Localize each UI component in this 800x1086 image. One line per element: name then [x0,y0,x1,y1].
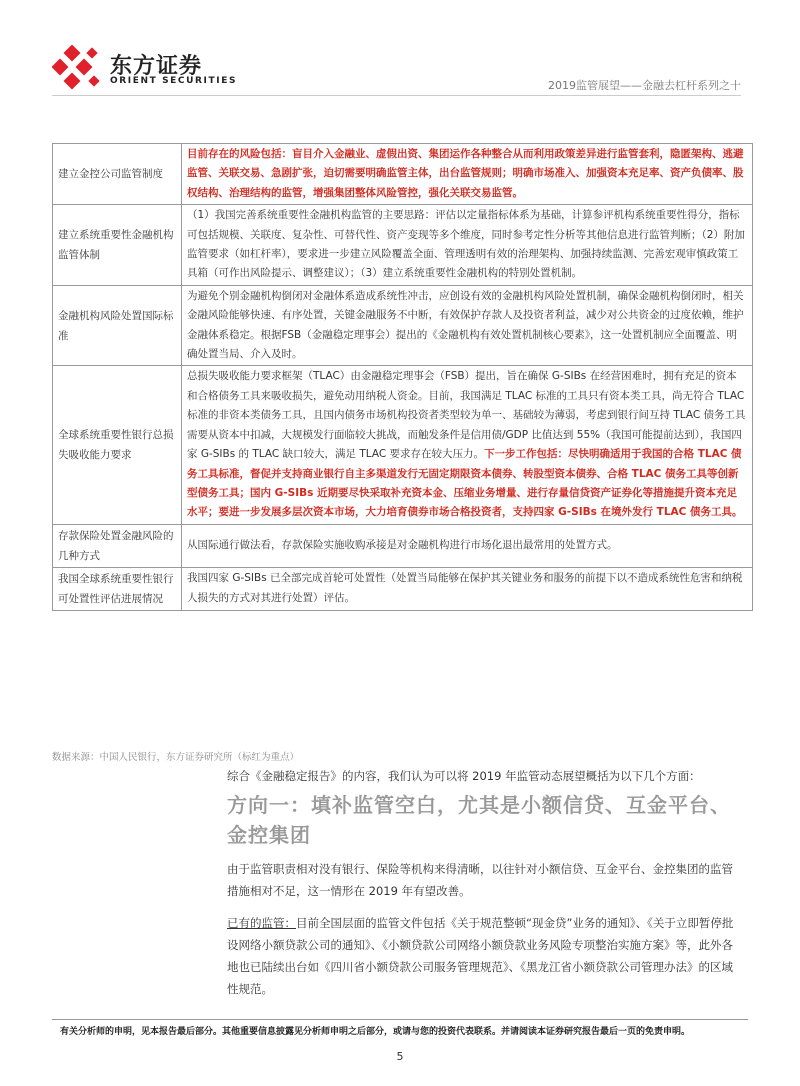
content-text: （1）我国完善系统重要性金融机构监管的主要思路：评估以定量指标体系为基础，计算参评机构系统重要性得分，指标可包括规模、关联度、复杂性、可替代性、资产变现等多个维度，同时参考定性分析等其他信息进行监管判断；（2）附加监管要求（如杠杆率），要求进一步建立风险覆盖全面、管理透明有效的治理架构、加强持续监测、完善宏观审慎政策工具箱（可作出风险提示、调整建议）；（3）建立系统重要性金融机构的特别处置机制。 [187,209,745,280]
orient-logo-icon [52,45,106,95]
table-row [53,205,753,286]
content-text: 从国际通行做法看，存款保险实施收购承接是对金融机构进行市场化退出最常用的处置方式。 [187,539,618,552]
paragraph-2 [227,912,741,1000]
regulation-table [52,143,753,611]
intro-paragraph: 综合《金融稳定报告》的内容，我们认为可以将 2019 年监管动态展望概括为以下几个方面： [227,769,701,783]
paragraph-1: 由于监管职责相对没有银行、保险等机构来得清晰，以往针对小额信贷、互金平台、金控集团的监管措施相对不足，这一情形在 2019 年有望改善。 [227,862,733,898]
row-content [182,567,753,610]
page-number: 5 [396,1050,404,1063]
row-content [182,366,753,524]
table-source-note: 数据来源：中国人民银行，东方证券研究所（标红为重点） [52,752,300,763]
row-label: 我国全球系统重要性银行可处置性评估进展情况 [53,567,182,610]
row-content [182,524,753,567]
row-label: 存款保险处置金融风险的几种方式 [53,524,182,567]
highlight-text: 目前存在的风险包括：盲目介入金融业、虚假出资、集团运作各种整合从而利用政策差异进行监管套利，隐匿架构、逃避监管、关联交易、急剧扩张，迫切需要明确监管主体，出台监管规则；明确市场准入、加强资本充足率、资产负债率、股权结构、治理结构的监管，增强集团整体风险管控，强化关联交易监管。 [187,148,744,199]
row-content [182,285,753,366]
highlight-text: 下一步工作包括：尽快明确适用于我国的合格 TLAC 债务工具标准，督促并支持商业银行自主多渠道发行无固定期限资本债券、转股型资本债券、合格 TLAC 债务工具等创新型债务工具；国内 G-SIBs 近期要尽快采取补充资本金、压缩业务增量、进行存量信贷资产证券化等措施提升资本充足水平；要进一步发展多层次资本市场，大力培育债券市场合格投资者，支持四家 G-SIBs 在境外发行 TLAC 债务工具。 [187,448,743,519]
logo-text-en: ORIENT SECURITIES [110,76,238,86]
row-label: 金融机构风险处置国际标准 [53,285,182,366]
content-text: 总损失吸收能力要求框架（TLAC）由金融稳定理事会（FSB）提出，旨在确保 G-SIBs 在经营困难时，拥有充足的资本和合格债务工具来吸收损失，避免动用纳税人资金。目前，我国满足 TLAC 标准的工具只有资本类工具，尚无符合 TLAC 标准的非资本类债务工具，且国内债务市场机构投资者类型较为单一、基础较为薄弱，考虑到银行间互持 TLAC 债务工具需要从资本中扣减，大规模发行面临较大挑战，而触发条件是信用债/GDP 比值达到 55%（我国可能提前达到），我国四家 G-SIBs 的 TLAC 缺口较大，满足 TLAC 要求存在较大压力。 [187,370,746,461]
table-row [53,524,753,567]
existing-regulation-text: 目前全国层面的监管文件包括《关于规范整顿“现金贷”业务的通知》、《关于立即暂停批设网络小额贷款公司的通知》、《小额贷款公司网络小额贷款业务风险专项整治实施方案》等，此外各地也已陆续出台如《四川省小额贷款公司服务管理规范》、《黑龙江省小额贷款公司管理办法》的区域性规范。 [227,916,734,996]
header-divider [52,95,741,96]
row-content [182,205,753,286]
table-row [53,144,753,205]
row-label: 建立系统重要性金融机构监管体制 [53,205,182,286]
content-text: 我国四家 G-SIBs 已全部完成首轮可处置性（处置当局能够在保护其关键业务和服务的前提下以不造成系统性危害和纳税人损失的方式对其进行处置）评估。 [187,572,743,604]
company-logo [52,45,238,95]
existing-regulation-label: 已有的监管： [227,916,296,930]
analyst-disclaimer: 有关分析师的申明，见本报告最后部分。其他重要信息披露见分析师申明之后部分，或请与您的投资代表联系。并请阅读本证券研究报告最后一页的免责申明。 [60,1027,691,1037]
logo-text-cn: 东方证券 [110,54,203,79]
row-content [182,144,753,205]
table-row [53,285,753,366]
row-label: 建立金控公司监管制度 [53,144,182,205]
report-series-title: 2019监管展望——金融去杠杆系列之十 [548,79,741,92]
table-row [53,567,753,610]
content-text: 为避免个别金融机构倒闭对金融体系造成系统性冲击，应创设有效的金融机构风险处置机制，确保金融机构倒闭时，相关金融风险能够快速、有序处置，关键金融服务不中断，有效保护存款人及投资者利益，减少对公共资金的过度依赖，维护金融体系稳定。根据FSB（金融稳定理事会）提出的《金融机构有效处置机制核心要素》，这一处置机制应全面覆盖、明确处置当局、介入及时。 [187,289,744,361]
section-heading: 方向一：填补监管空白，尤其是小额信贷、互金平台、金控集团 [227,793,731,847]
table-row [53,366,753,524]
row-label: 全球系统重要性银行总损失吸收能力要求 [53,366,182,524]
footer-divider [52,1019,748,1020]
